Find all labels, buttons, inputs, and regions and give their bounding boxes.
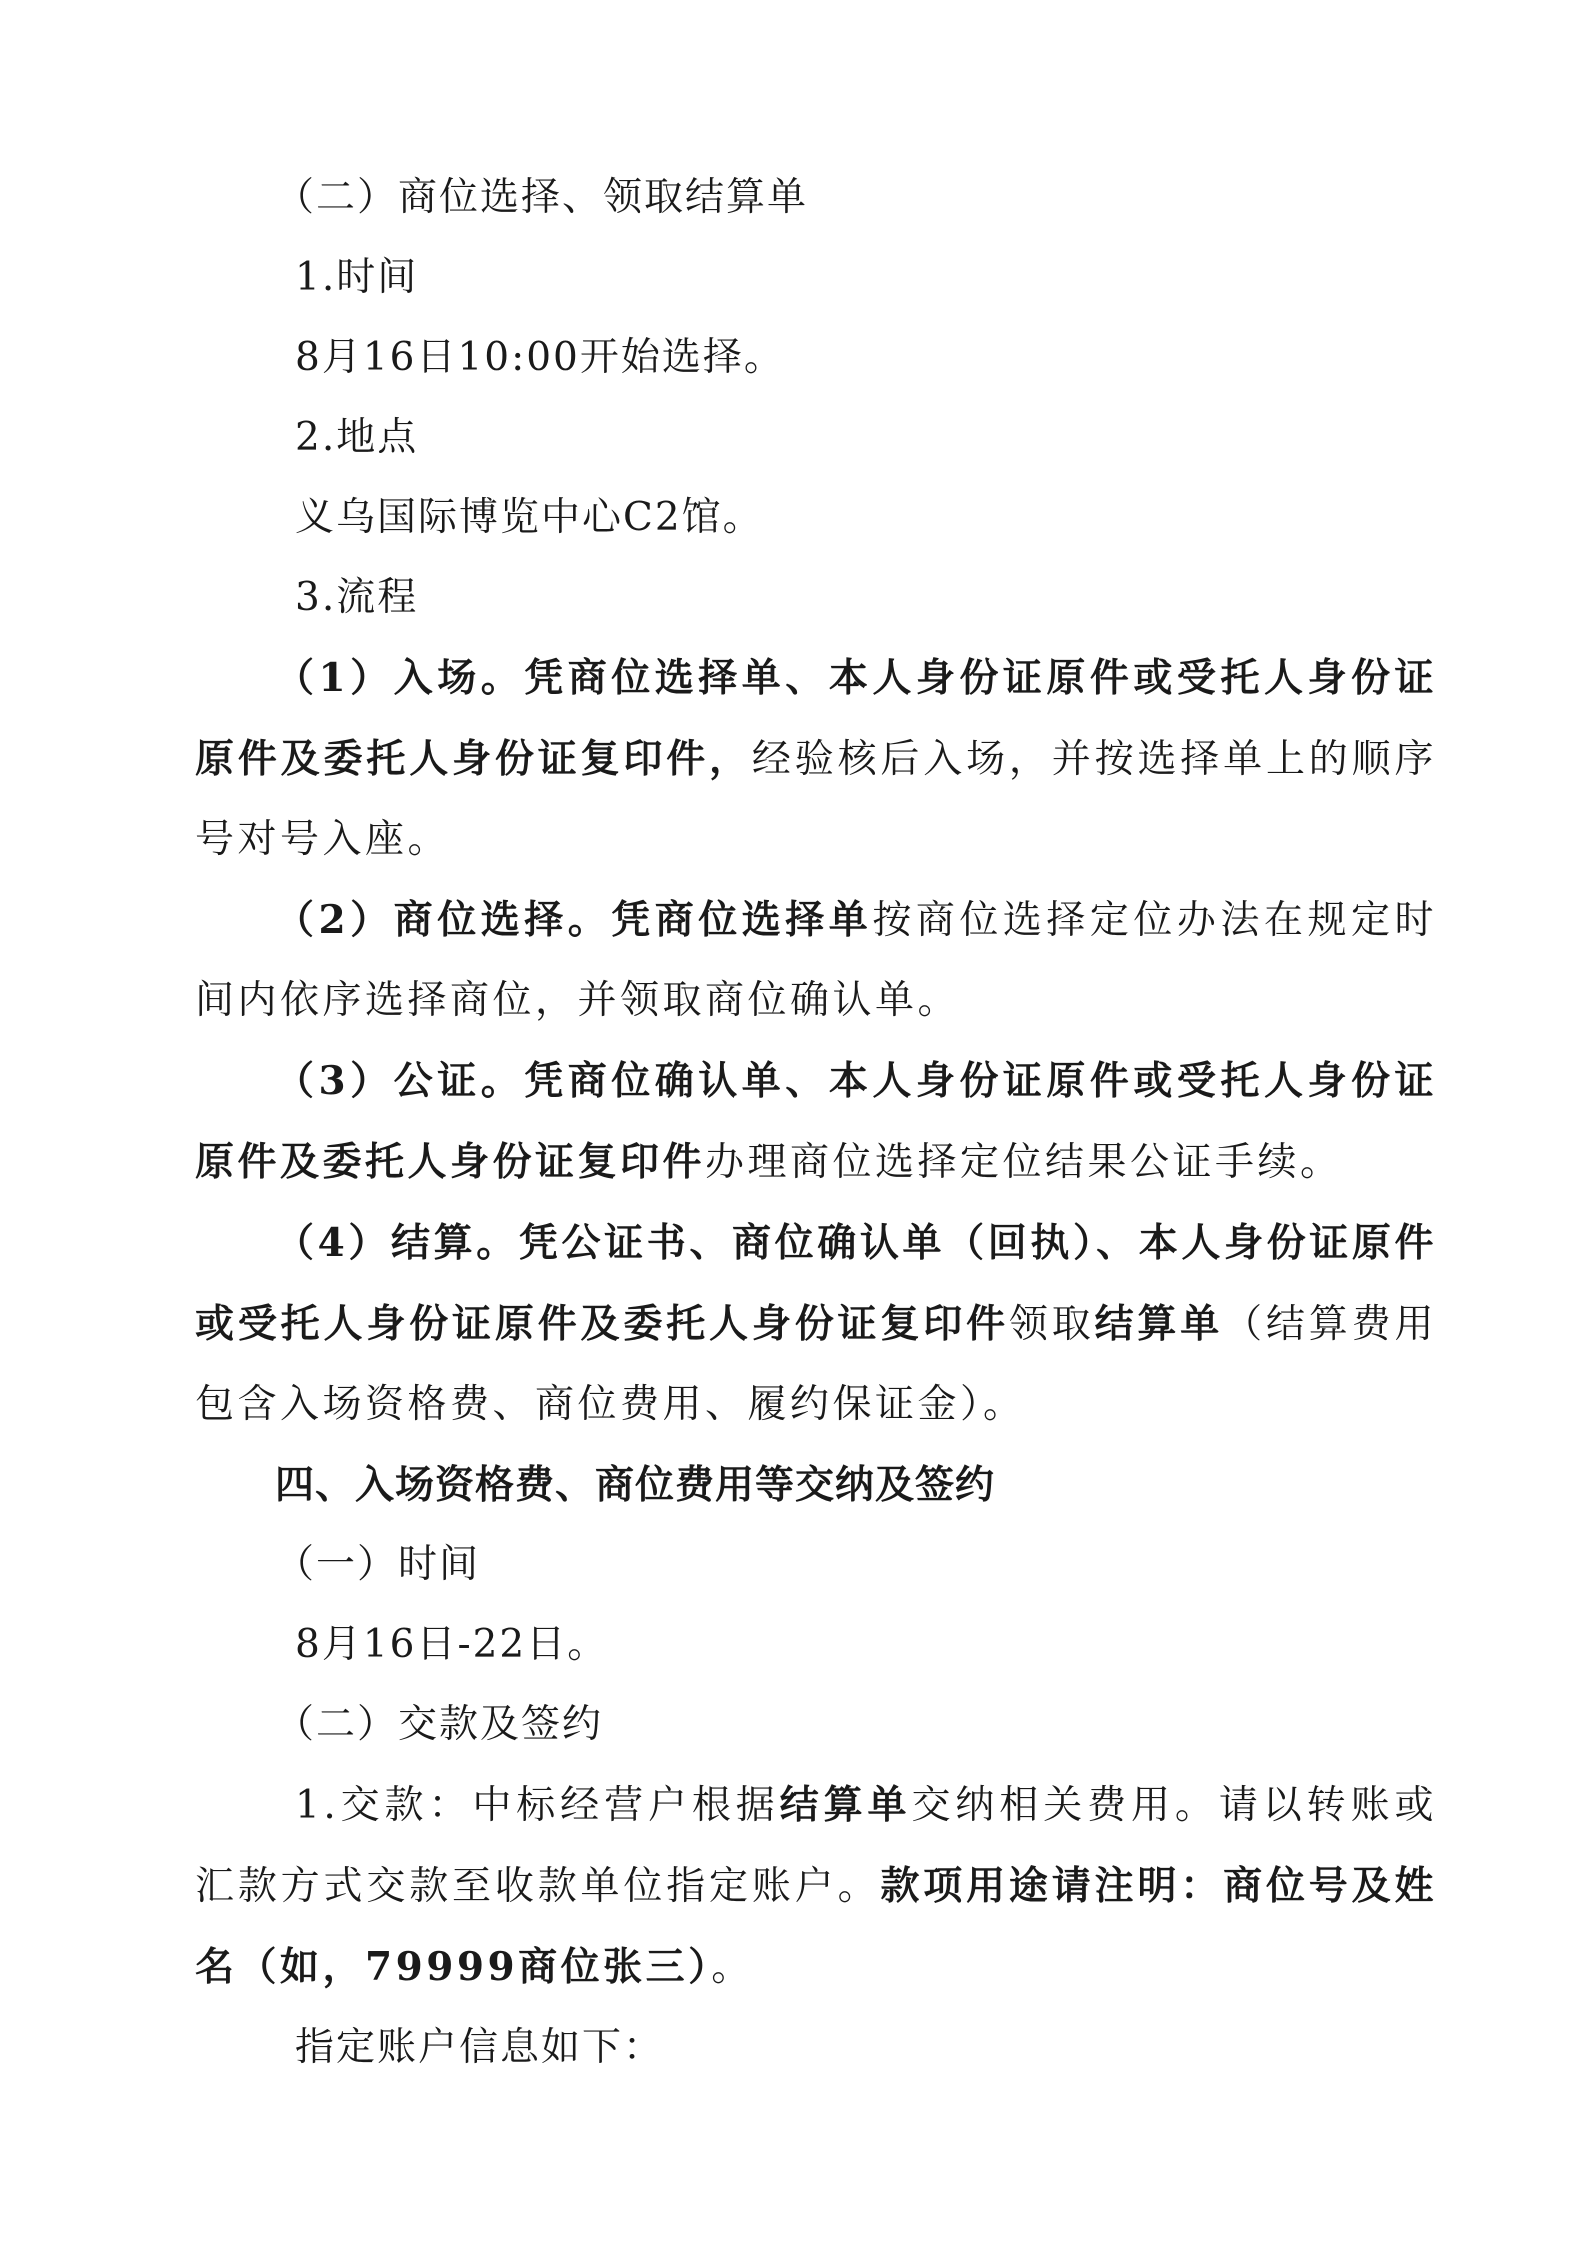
bold-text: 款项用途请注明：商位号及姓名（如，79999商位张三） (195, 1863, 1437, 1990)
normal-text: 交纳相关费用。请以转账或汇款方式交款至收款单位指定账户。 (195, 1783, 1437, 1909)
item-location-label: 2.地点 (295, 415, 419, 460)
item-time-label: 1.时间 (295, 255, 419, 300)
account-info-label: 指定账户信息如下： (295, 2025, 665, 2070)
paragraph-notarization (195, 1041, 1437, 1203)
subsection-time: （一）时间 (275, 1542, 481, 1587)
bold-text: （2）商位选择。凭商位选择单 (275, 897, 873, 943)
section-heading-2: （二）商位选择、领取结算单 (275, 175, 809, 220)
item-time-value: 8月16日10:00开始选择。 (295, 335, 785, 380)
bold-text: （1）入场。凭商位选择单、本人身份证原件或受托人身份证原件及委托人身份证复印件， (195, 655, 1437, 782)
normal-text: 。 (711, 1945, 754, 1990)
normal-text: 领取 (1008, 1302, 1095, 1347)
normal-text: 1.交款：中标经营户根据 (295, 1783, 780, 1828)
bold-text: 结算单 (779, 1782, 912, 1828)
item-location-value: 义乌国际博览中心C2馆。 (295, 495, 764, 540)
normal-text: 按商位选择定位办法在规定时间内依序选择商位，并领取商位确认单。 (195, 898, 1437, 1023)
section-heading-4: 四、入场资格费、商位费用等交纳及签约 (275, 1462, 996, 1508)
normal-text: 办理商位选择定位结果公证手续。 (705, 1140, 1343, 1185)
subsection-payment: （二）交款及签约 (275, 1702, 604, 1747)
bold-text: 结算单 (1094, 1301, 1224, 1347)
item-process-label: 3.流程 (295, 575, 419, 620)
subsection-time-value: 8月16日-22日。 (295, 1622, 609, 1667)
paragraph-selection (195, 880, 1437, 1041)
bold-text: （4）结算。凭公证书、商位确认单（回执）、本人身份证原件或受托人身份证原件及委托人身份证复印件 (195, 1220, 1437, 1347)
bold-text: （3）公证。凭商位确认单、本人身份证原件或受托人身份证原件及委托人身份证复印件 (195, 1058, 1437, 1185)
paragraph-payment (195, 1765, 1437, 2008)
normal-text: （结算费用包含入场资格费、商位费用、履约保证金）。 (195, 1302, 1437, 1427)
paragraph-entry (195, 638, 1437, 880)
normal-text: 经验核后入场，并按选择单上的顺序号对号入座。 (195, 737, 1437, 862)
paragraph-settlement (195, 1203, 1437, 1445)
